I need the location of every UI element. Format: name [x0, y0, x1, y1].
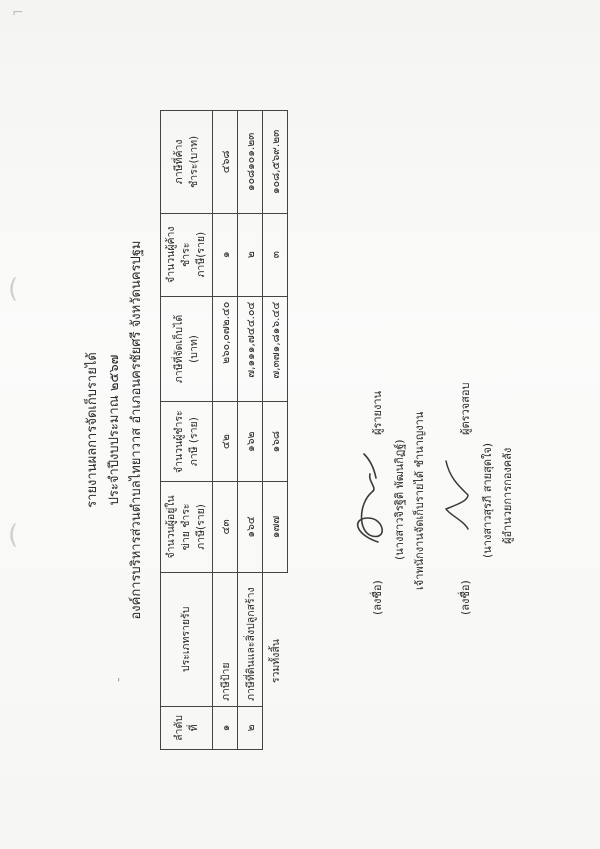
cell-collected: ๗,๑๑๑,๗๔๔.๐๔ [238, 296, 263, 402]
header-no: ลำดับที่ [161, 706, 213, 749]
title-line: ประจำปีงบประมาณ ๒๕๖๗ [107, 354, 122, 506]
cell-type: ภาษีที่ดินและสิ่งปลูกสร้าง [238, 572, 263, 706]
total-eligible: ๑๗๗ [263, 482, 288, 573]
reporter-sign-prefix: (ลงชื่อ) [371, 580, 384, 615]
scan-edge-mark: ( [8, 520, 19, 550]
header-eligible: จำนวนผู้อยู่ในข่าย ชำระภาษี(ราย) [161, 482, 213, 573]
reporter-position: เจ้าพนักงานจัดเก็บรายได้ ชำนาญงาน [413, 411, 426, 590]
table-row [213, 111, 238, 750]
cell-paid: ๑๖๒ [238, 402, 263, 482]
checker-role: ผู้ตรวจสอบ [459, 382, 472, 435]
header-type: ประเภทรายรับ [161, 572, 213, 706]
checker-position: ผู้อำนวยการกองคลัง [501, 447, 514, 544]
cell-owing-count: ๑ [213, 213, 238, 296]
rotated-report [60, 80, 540, 780]
cell-eligible: ๔๓ [213, 482, 238, 573]
table-header-row [161, 111, 213, 750]
cell-no: ๒ [238, 706, 263, 749]
report-title [82, 80, 148, 780]
cell-owing-count: ๒ [238, 213, 263, 296]
title-line: รายงานผลการจัดเก็บรายได้ [85, 352, 100, 508]
cell-type: ภาษีป้าย [213, 572, 238, 706]
table-row [238, 111, 263, 750]
title-line: องค์การบริหารส่วนตำบลไทยาวาส อำเภอนครชัยศรี จังหวัดนครปฐม [129, 240, 144, 620]
scan-edge-mark: ( [8, 274, 19, 304]
total-owing-amount: ๑๐๘,๕๖๙.๒๓ [263, 111, 288, 214]
cell-owing-amount: ๑๐๘๑๐๑.๒๓ [238, 111, 263, 214]
scan-speck: ' [117, 676, 121, 690]
total-label: รวมทั้งสิ้น [269, 639, 282, 684]
total-owing-count: ๓ [263, 213, 288, 296]
cell-collected: ๒๖๐,๐๗๒.๔๐ [213, 296, 238, 402]
checker-name: (นางสาวสุรภี สายสุดใจ) [481, 442, 494, 558]
cell-no: ๑ [213, 706, 238, 749]
reporter-signature [348, 448, 392, 548]
scan-speck: ⌐ [12, 5, 24, 21]
reporter-name: (นางสาวจิรฐิติ พัฒนกิฏฐ์) [393, 439, 406, 560]
cell-paid: ๔๒ [213, 402, 238, 482]
revenue-table [160, 110, 288, 750]
total-collected: ๗,๓๗๑,๘๑๖.๔๔ [263, 296, 288, 402]
header-collected: ภาษีที่จัดเก็บได้ (บาท) [161, 296, 213, 402]
reporter-role: ผู้รายงาน [371, 390, 384, 435]
checker-sign-prefix: (ลงชื่อ) [459, 580, 472, 615]
cell-owing-amount: ๔๖๘ [213, 111, 238, 214]
header-paid: จำนวนผู้ชำระภาษี (ราย) [161, 402, 213, 482]
table-total-row [263, 111, 288, 750]
checker-signature [438, 455, 478, 535]
header-owing-count: จำนวนผู้ค้างชำระ ภาษี(ราย) [161, 213, 213, 296]
total-paid: ๑๖๘ [263, 402, 288, 482]
cell-eligible: ๑๖๔ [238, 482, 263, 573]
header-owing-amount: ภาษีที่ค้างชำระ(บาท) [161, 111, 213, 214]
